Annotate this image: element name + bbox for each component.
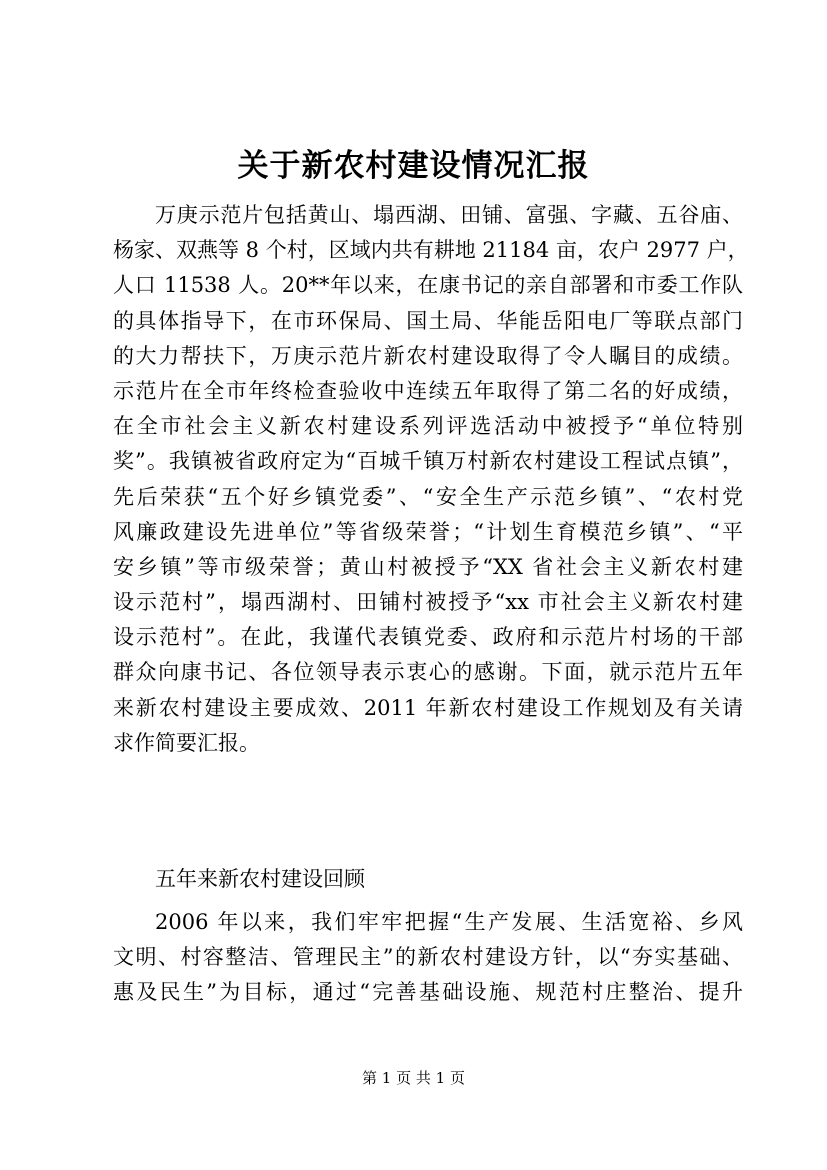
section-heading: 五年来新农村建设回顾 xyxy=(155,867,365,891)
document-title: 关于新农村建设情况汇报 xyxy=(237,148,590,184)
paragraph-line: 来新农村建设主要成效、2011 年新农村建设工作规划及有关请 xyxy=(113,695,743,720)
paragraph-line: 杨家、双燕等 8 个村，区域内共有耕地 21184 亩，农户 2977 户， xyxy=(113,238,749,263)
paragraph-line: 2006 年以来，我们牢牢把握“生产发展、生活宽裕、乡风 xyxy=(155,910,743,934)
paragraph-line: 人口 11538 人。20**年以来，在康书记的亲自部署和市委工作队 xyxy=(113,273,743,298)
paragraph-line: 文明、村容整洁、管理民主”的新农村建设方针，以“夯实基础、 xyxy=(113,945,743,970)
paragraph-line: 安乡镇”等市级荣誉；黄山村被授予“XX 省社会主义新农村建 xyxy=(113,554,743,579)
paragraph-line: 先后荣获“五个好乡镇党委”、“安全生产示范乡镇”、“农村党 xyxy=(113,484,743,509)
paragraph-line: 惠及民生”为目标，通过“完善基础设施、规范村庄整治、提升 xyxy=(113,980,743,1005)
paragraph-line: 求作简要汇报。 xyxy=(113,730,260,755)
paragraph-line: 设示范村”。在此，我谨代表镇党委、政府和示范片村场的干部 xyxy=(113,625,743,650)
section-heading-block xyxy=(113,862,743,897)
review-paragraph xyxy=(113,905,743,1011)
paragraph-line: 万庚示范片包括黄山、塌西湖、田铺、富强、字藏、五谷庙、 xyxy=(155,203,743,227)
paragraph-line: 示范片在全市年终检查验收中连续五年取得了第二名的好成绩， xyxy=(113,378,743,403)
paragraph-line: 奖”。我镇被省政府定为“百城千镇万村新农村建设工程试点镇”， xyxy=(113,449,743,474)
paragraph-line: 的大力帮扶下，万庚示范片新农村建设取得了令人瞩目的成绩。 xyxy=(113,343,743,368)
paragraph-line: 风廉政建设先进单位”等省级荣誉；“计划生育模范乡镇”、“平 xyxy=(113,519,743,544)
paragraph-line: 的具体指导下，在市环保局、国土局、华能岳阳电厂等联点部门 xyxy=(113,308,743,333)
paragraph-line: 在全市社会主义新农村建设系列评选活动中被授予“单位特别 xyxy=(113,414,743,439)
paragraph-line: 群众向康书记、各位领导表示衷心的感谢。下面，就示范片五年 xyxy=(113,660,743,685)
intro-paragraph xyxy=(113,198,749,761)
page-footer: 第 1 页 共 1 页 xyxy=(362,1069,465,1087)
paragraph-line: 设示范村”，塌西湖村、田铺村被授予“xx 市社会主义新农村建 xyxy=(113,590,743,615)
